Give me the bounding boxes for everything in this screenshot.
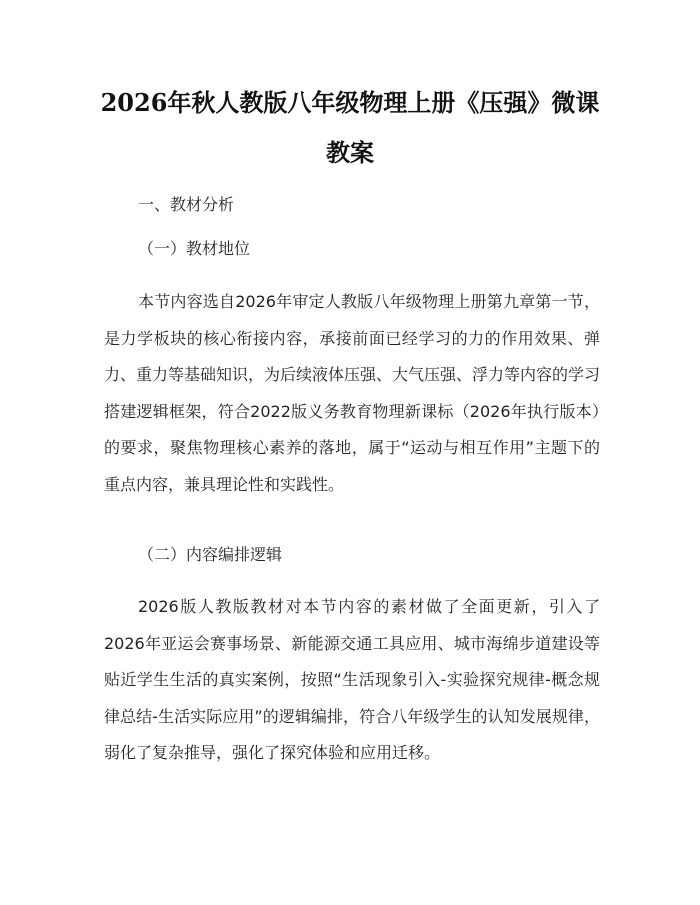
document-title: 2026年秋人教版八年级物理上册《压强》微课教案	[100, 88, 600, 167]
paragraph-textbook-position: 本节内容选自2026年审定人教版八年级物理上册第九章第一节，是力学板块的核心衔接内容，承接前面已经学习的力的作用效果、弹力、重力等基础知识，为后续液体压强、大气压强、浮力等内容的学习搭建逻辑框架，符合2022版义务教育物理新课标（2026年执行版本）的要求，聚焦物理核心素养的落地，属于“运动与相互作用”主题下的重点内容，兼具理论性和实践性。	[104, 292, 601, 494]
subheading-textbook-position: （一）教材地位	[138, 239, 251, 258]
section-heading-textbook-analysis: 一、教材分析	[138, 195, 235, 214]
subheading-content-logic: （二）内容编排逻辑	[138, 545, 283, 564]
paragraph-content-logic: 2026版人教版教材对本节内容的素材做了全面更新，引入了2026年亚运会赛事场景、新能源交通工具应用、城市海绵步道建设等贴近学生生活的真实案例，按照“生活现象引入-实验探究规律-概念规律总结-生活实际应用”的逻辑编排，符合八年级学生的认知发展规律，弱化了复杂推导，强化了探究体验和应用迁移。	[104, 597, 600, 762]
